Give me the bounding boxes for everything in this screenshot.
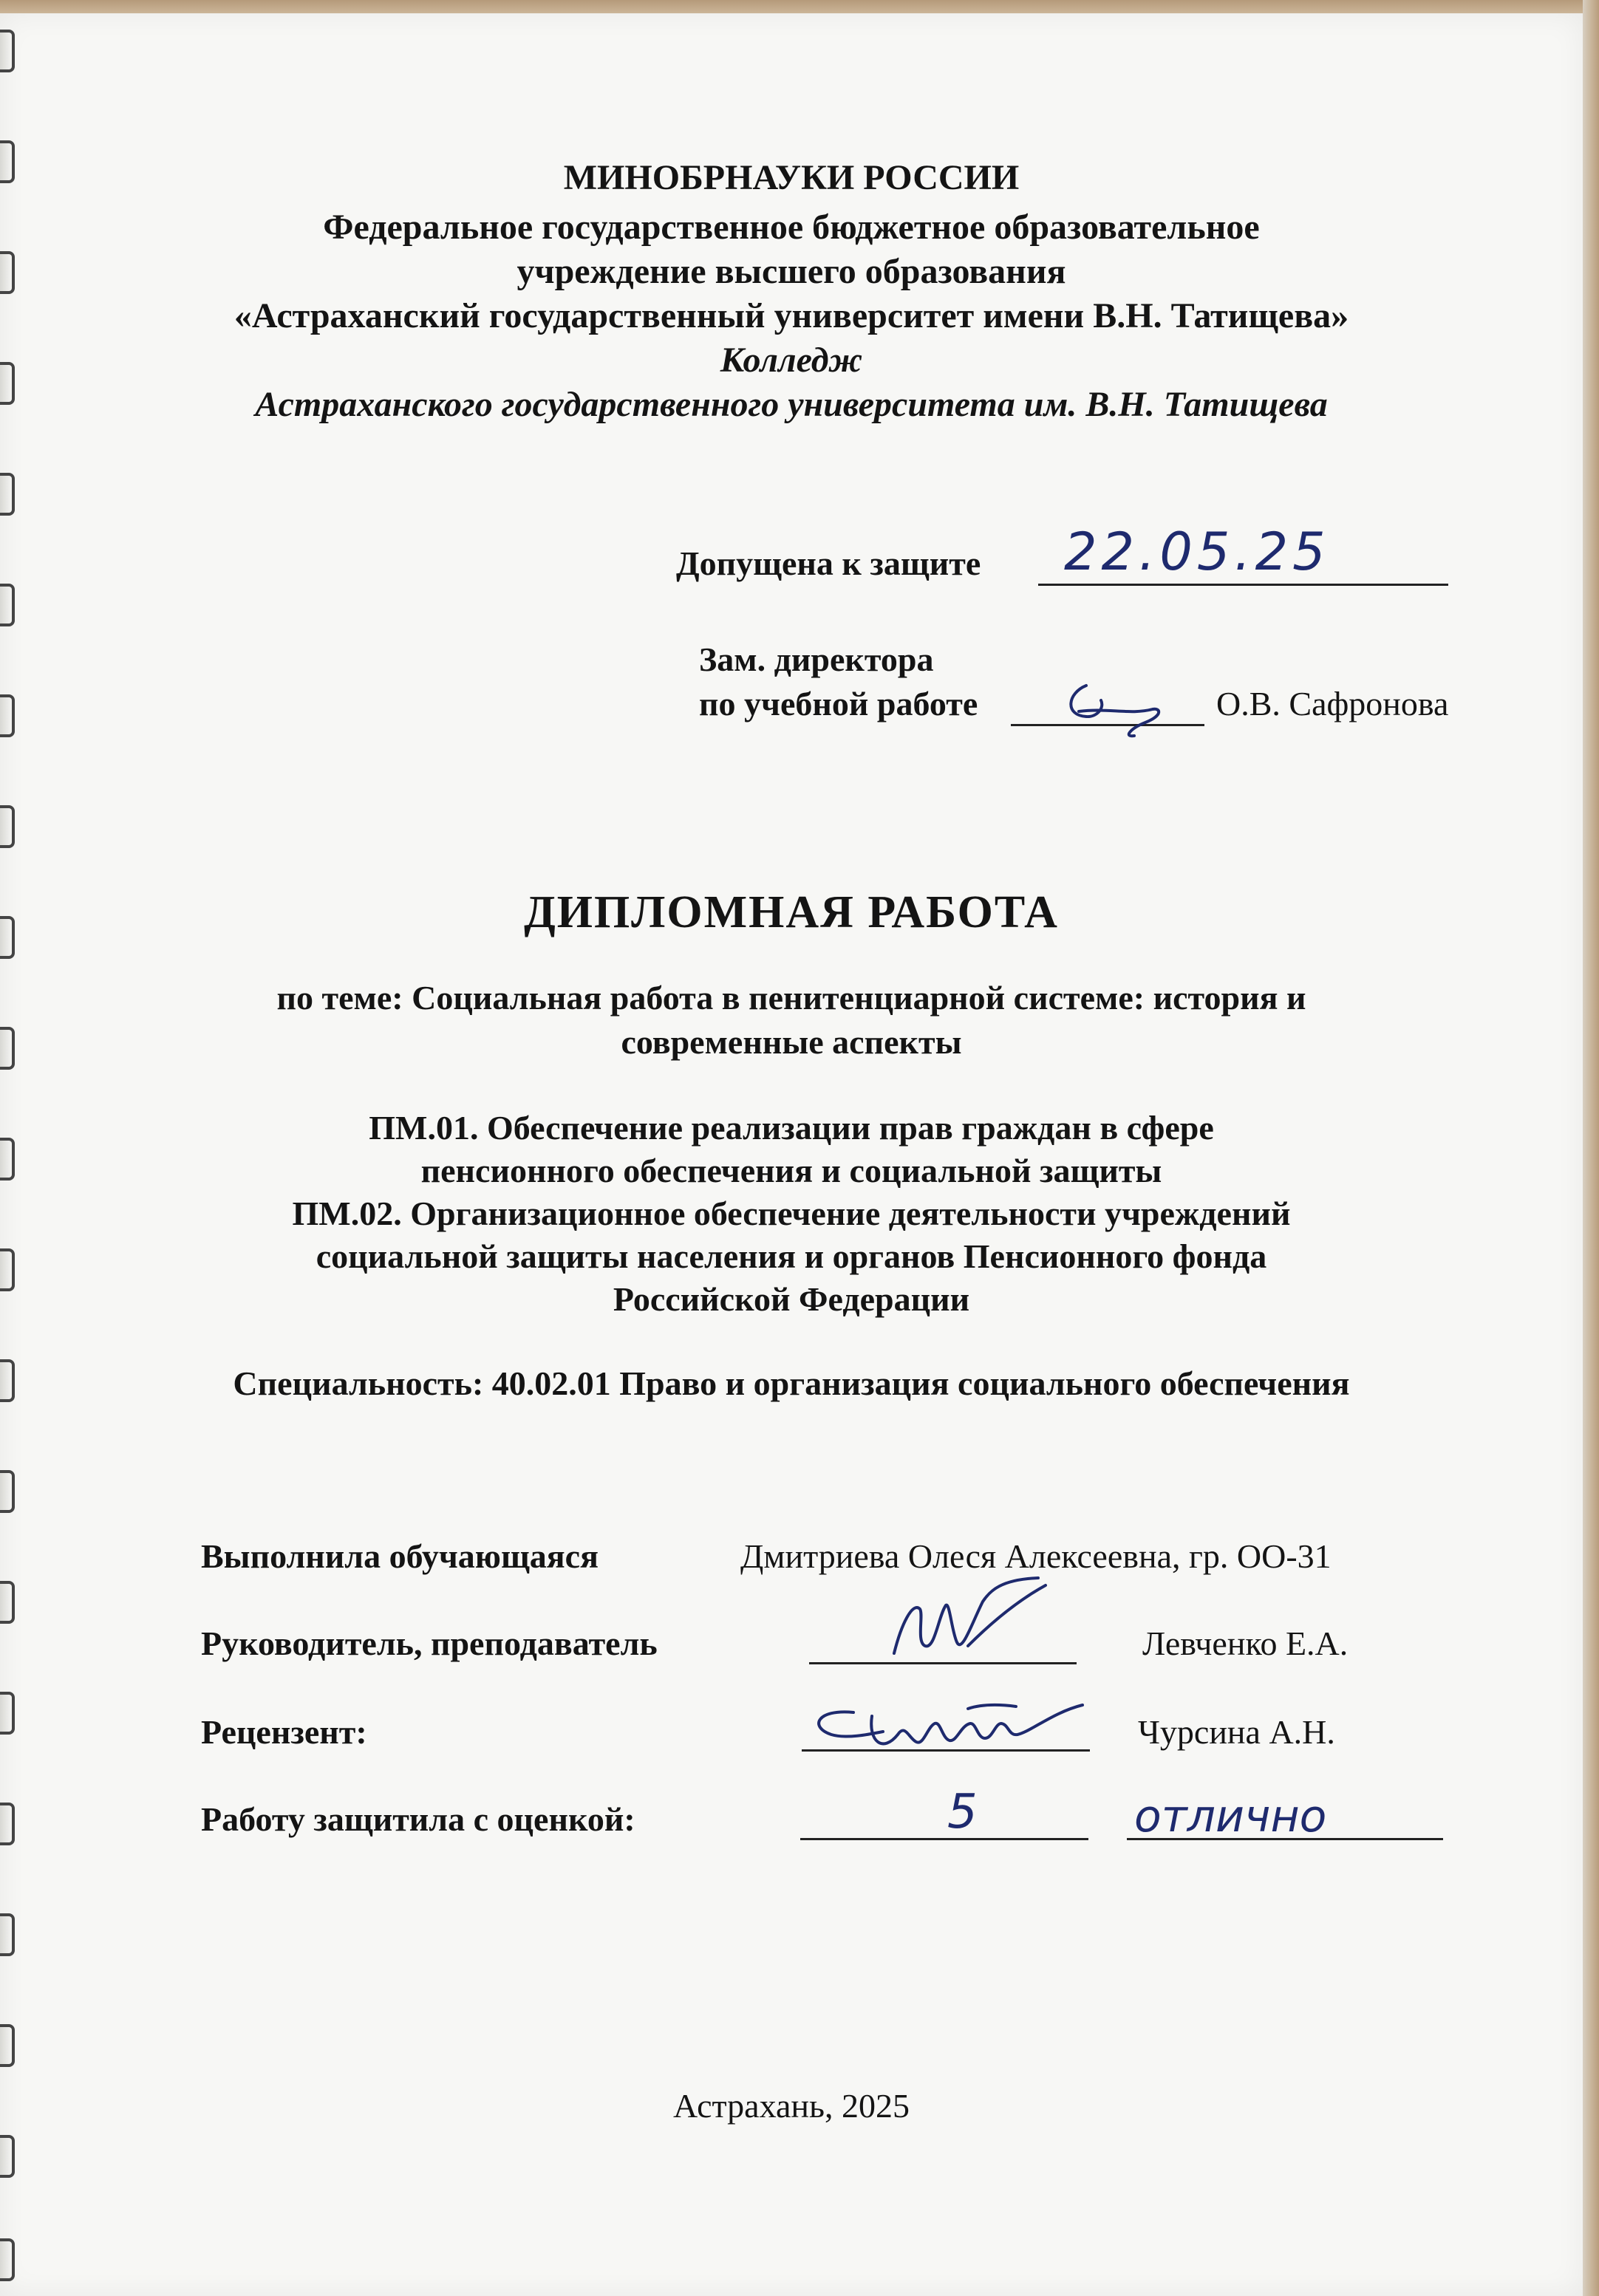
binding-ring xyxy=(0,30,15,72)
module-pm01-line-1: ПМ.01. Обеспечение реализации прав граждан в сфере xyxy=(369,1109,1214,1147)
binding-ring xyxy=(0,1803,15,1845)
topic-line-1: по теме: Социальная работа в пенитенциарной системе: история и xyxy=(276,979,1306,1017)
module-pm02-line-3: Российской Федерации xyxy=(613,1280,970,1318)
module-pm01-line-2: пенсионного обеспечения и социальной защиты xyxy=(420,1152,1162,1189)
ministry-heading: МИНОБРНАУКИ РОССИИ xyxy=(563,158,1020,197)
college-of-university: Астраханского государственного университета им. В.Н. Татищева xyxy=(255,385,1328,424)
college-label: Колледж xyxy=(720,341,863,380)
binding-ring xyxy=(0,1359,15,1402)
binding-ring xyxy=(0,1027,15,1070)
binding-ring xyxy=(0,1138,15,1181)
document-title: ДИПЛОМНАЯ РАБОТА xyxy=(524,887,1059,937)
student-name-group: Дмитриева Олеся Алексеевна, гр. ОО-31 xyxy=(740,1537,1332,1575)
specialty: Специальность: 40.02.01 Право и организация социального обеспечения xyxy=(233,1364,1350,1402)
binding-ring xyxy=(0,1692,15,1735)
background-wood-right xyxy=(1583,0,1599,2296)
university-name: «Астраханский государственный университет имени В.Н. Татищева» xyxy=(233,296,1349,335)
module-pm02-line-1: ПМ.02. Организационное обеспечение деятельности учреждений xyxy=(292,1195,1291,1232)
binding-ring xyxy=(0,473,15,516)
deputy-title-line-1: Зам. директора xyxy=(699,640,934,678)
binding-ring xyxy=(0,251,15,294)
deputy-signature xyxy=(1064,663,1175,745)
deputy-name: О.В. Сафронова xyxy=(1216,685,1449,722)
grade-digit-line xyxy=(800,1838,1088,1840)
supervisor-label: Руководитель, преподаватель xyxy=(201,1624,658,1662)
reviewer-signature xyxy=(802,1683,1097,1771)
city-year: Астрахань, 2025 xyxy=(673,2087,910,2125)
binding-ring xyxy=(0,1470,15,1513)
institution-line-1: Федеральное государственное бюджетное образовательное xyxy=(323,208,1260,247)
binding-ring xyxy=(0,694,15,737)
binding-ring xyxy=(0,584,15,626)
grade-word-handwritten: отлично xyxy=(1134,1791,1327,1842)
student-label: Выполнила обучающаяся xyxy=(201,1537,599,1575)
deputy-title-line-2: по учебной работе xyxy=(699,685,978,722)
binding-ring xyxy=(0,1913,15,1956)
supervisor-signature xyxy=(879,1572,1057,1668)
binding-ring xyxy=(0,362,15,405)
binding-ring xyxy=(0,805,15,848)
grade-label: Работу защитила с оценкой: xyxy=(201,1800,635,1838)
binding-ring xyxy=(0,916,15,959)
spiral-binding xyxy=(0,0,30,2296)
document-page xyxy=(0,13,1583,2296)
admission-label: Допущена к защите xyxy=(676,544,981,582)
topic-line-2: современные аспекты xyxy=(621,1023,962,1061)
binding-ring xyxy=(0,2024,15,2067)
admission-date-line xyxy=(1038,584,1448,586)
binding-ring xyxy=(0,1581,15,1624)
grade-digit-handwritten: 5 xyxy=(947,1785,978,1839)
binding-ring xyxy=(0,2135,15,2178)
binding-ring xyxy=(0,2238,15,2281)
supervisor-name: Левченко Е.А. xyxy=(1142,1624,1349,1662)
institution-line-2: учреждение высшего образования xyxy=(516,252,1066,291)
module-pm02-line-2: социальной защиты населения и органов Пенсионного фонда xyxy=(316,1237,1267,1275)
reviewer-name: Чурсина А.Н. xyxy=(1138,1713,1335,1751)
admission-date-handwritten: 22.05.25 xyxy=(1064,522,1330,582)
binding-ring xyxy=(0,1248,15,1291)
reviewer-label: Рецензент: xyxy=(201,1713,367,1751)
binding-ring xyxy=(0,140,15,183)
